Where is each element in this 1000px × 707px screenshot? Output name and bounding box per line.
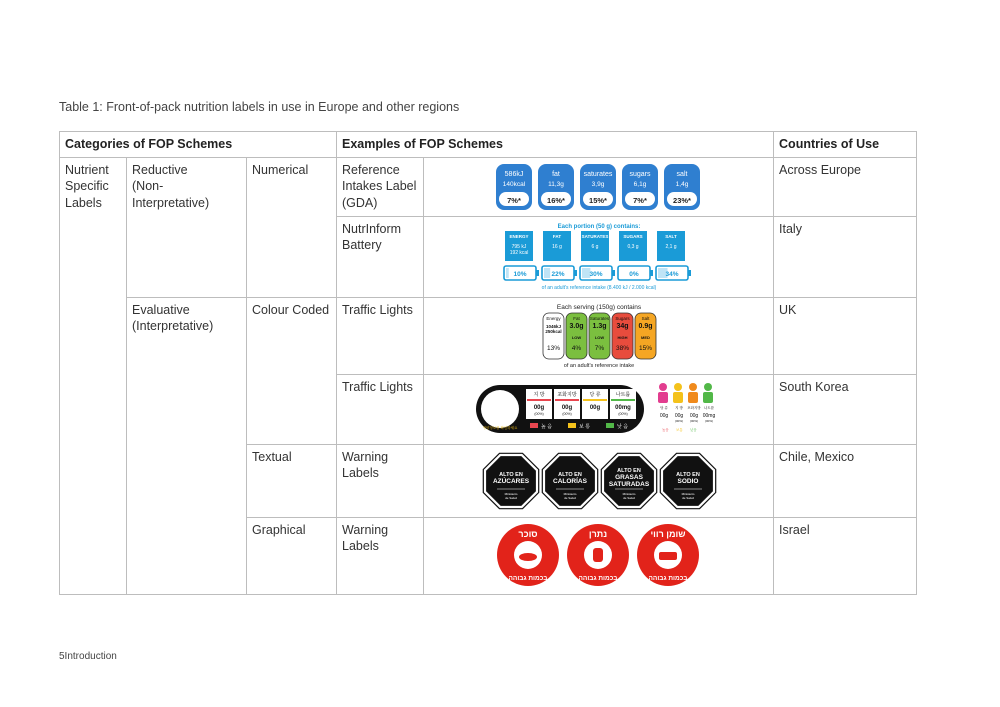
nutrinform-value: 192 kcal [509, 249, 528, 256]
nutrinform-pct: 34% [665, 270, 679, 278]
nutrinform-battery-graphic [499, 221, 699, 293]
uk-pct: 15% [638, 344, 652, 352]
israel-warning-subtitle: בכמות גבוהה [508, 574, 547, 582]
gda-nutrient-value: 11,3g [547, 180, 564, 188]
uk-pct: 38% [615, 344, 629, 352]
gda-nutrient-name: salt [676, 170, 687, 178]
israel-warning-title: נתרן [588, 528, 607, 539]
butter-icon [659, 552, 677, 560]
korea-legend-label: 높 음 [540, 423, 552, 430]
fop-table [59, 131, 917, 595]
uk-nutrient-name: Salt [641, 315, 649, 321]
scheme-name: Traffic Lights [337, 297, 424, 374]
uk-nutrient-name: Sugars [614, 315, 630, 321]
scheme-name: Traffic Lights [337, 374, 424, 444]
warning-text: SODIO [677, 477, 698, 485]
category-colour-coded: Colour Coded [247, 297, 337, 444]
uk-pct: 7% [594, 344, 604, 352]
gda-nutrient-value: 3,9g [591, 180, 604, 188]
uk-level: LOW [594, 334, 604, 340]
page-footer: 5Introduction [59, 651, 117, 662]
ministry-text: Ministerio [563, 491, 576, 496]
nutrinform-footer: of an adult's reference intake (8.400 kJ / 2.000 kcal) [541, 284, 656, 291]
gda-nutrient-value: 6,1g [633, 180, 646, 188]
korea-small-name: 지 방 [674, 405, 683, 410]
gda-nutrient-name: 586kJ [504, 170, 523, 178]
nutrinform-battery-fill [544, 268, 550, 278]
uk-value: 250kcal [544, 328, 562, 334]
gda-label-image [424, 157, 774, 216]
uk-level: HIGH [617, 334, 628, 340]
korea-traffic-light-image [424, 374, 774, 444]
ministry-text: Ministerio [622, 491, 635, 496]
scheme-name: Warning Labels [337, 444, 424, 517]
warning-text: SATURADAS [608, 480, 649, 488]
warning-text: AZÚCARES [492, 477, 529, 485]
uk-level: MED [640, 334, 650, 340]
korea-pct: (00%) [561, 411, 572, 416]
uk-nutrient-name: Energy [545, 315, 561, 321]
korea-color-bar [611, 399, 635, 401]
thumbs-up-icon [481, 390, 519, 428]
korea-legend-swatch [530, 423, 538, 428]
korea-value: 00mg [614, 404, 631, 411]
person-body [688, 392, 698, 403]
korea-traffic-light-graphic [474, 379, 724, 439]
korea-nutrient-name: 포화지방 [556, 391, 577, 398]
country-of-use: UK [774, 297, 917, 374]
nutrinform-value: 795 kJ [511, 243, 526, 250]
korea-small-value: 00g [689, 412, 698, 419]
person-body [673, 392, 683, 403]
header-row [60, 132, 917, 158]
nutrinform-battery-tip [574, 270, 577, 276]
korea-color-bar [527, 399, 551, 401]
korea-legend-swatch [568, 423, 576, 428]
korea-small-legend-label: 높음 [661, 427, 669, 432]
korea-small-name: 포화지방 [686, 405, 701, 410]
uk-value: 1.3g [592, 322, 607, 330]
nutrinform-label-image [424, 216, 774, 297]
korea-legend-label: 낮 음 [616, 423, 628, 430]
korea-small-pct: (00%) [704, 418, 713, 423]
gda-pct: 23%* [672, 195, 691, 205]
israel-warning-title: סוכר [517, 528, 538, 539]
korea-nutrient-name: 지 방 [532, 391, 545, 398]
uk-value: 3.0g [569, 322, 584, 330]
korea-small-pct: (00%) [689, 418, 698, 423]
nutrinform-battery-fill [506, 268, 509, 278]
country-of-use: Chile, Mexico [774, 444, 917, 517]
korea-small-value: 00g [674, 412, 683, 419]
gda-pct: 7%* [506, 195, 521, 205]
uk-nutrient-name: Fat [572, 315, 580, 321]
korea-value: 00g [533, 404, 544, 411]
country-of-use: Italy [774, 216, 917, 297]
chile-warning-image [424, 444, 774, 517]
uk-footer: of an adult's reference intake [563, 362, 634, 369]
korea-small-legend-label: 낮음 [689, 427, 697, 432]
header-categories: Categories of FOP Schemes [60, 132, 337, 158]
gda-pct: 16%* [546, 195, 565, 205]
spoon-icon [519, 553, 537, 561]
ministry-text: de Salud [563, 495, 576, 500]
header-countries: Countries of Use [774, 132, 917, 158]
ministry-text: de Salud [504, 495, 517, 500]
scheme-name: Warning Labels [337, 517, 424, 594]
ministry-text: de Salud [622, 495, 635, 500]
warning-text: ALTO EN [498, 471, 523, 478]
korea-nutrient-name: 당 류 [588, 391, 601, 398]
nutrinform-value: 2,1 g [664, 243, 677, 250]
scheme-name: NutrInform Battery [337, 216, 424, 297]
person-icon [674, 383, 682, 391]
uk-traffic-light-image [424, 297, 774, 374]
korea-small-legend-label: 보통 [675, 427, 683, 432]
nutrinform-value: 0,3 g [626, 243, 639, 250]
country-of-use: South Korea [774, 374, 917, 444]
korea-color-bar [555, 399, 579, 401]
gda-nutrient-name: saturates [583, 170, 612, 178]
warning-text: ALTO EN [616, 467, 641, 474]
israel-warning-image [424, 517, 774, 594]
category-reductive: Reductive (Non- Interpretative) [127, 157, 247, 297]
table-row [60, 157, 917, 216]
nutrinform-pct: 0% [628, 270, 639, 278]
country-of-use: Israel [774, 517, 917, 594]
nutrinform-title: Each portion (50 g) contains: [557, 223, 640, 230]
nutrinform-pct: 10% [513, 270, 527, 278]
ministry-text: Ministerio [504, 491, 517, 496]
korea-legend-swatch [606, 423, 614, 428]
gda-pct: 7%* [632, 195, 647, 205]
header-examples: Examples of FOP Schemes [337, 132, 774, 158]
korea-nutrient-name: 나트륨 [615, 391, 630, 398]
person-icon [689, 383, 697, 391]
gda-pct: 15%* [588, 195, 607, 205]
gda-nutrient-value: 140kcal [502, 180, 525, 188]
warning-text: ALTO EN [675, 471, 700, 478]
korea-legend-label: 보 통 [578, 423, 590, 430]
nutrinform-nutrient-name: SATURATES [581, 233, 608, 239]
korea-value: 00g [589, 404, 600, 411]
gda-nutrient-name: sugars [629, 170, 651, 178]
gda-nutrient-name: fat [551, 170, 560, 178]
israel-warning-title: שומן רווי [649, 528, 686, 539]
israel-warning-subtitle: בכמות גבוהה [648, 574, 687, 582]
uk-pct: 4% [571, 344, 581, 352]
category-evaluative: Evaluative (Interpretative) [127, 297, 247, 594]
korea-small-name: 당 류 [659, 405, 668, 410]
korea-small-value: 00mg [702, 412, 715, 419]
nutrinform-battery-tip [536, 270, 539, 276]
category-numerical: Numerical [247, 157, 337, 297]
nutrinform-battery-tip [688, 270, 691, 276]
gda-nutrient-value: 1,4g [675, 180, 688, 188]
warning-octagons-graphic [479, 449, 719, 513]
uk-value: 34g [615, 322, 629, 330]
scheme-name: Reference Intakes Label (GDA) [337, 157, 424, 216]
uk-level: LOW [571, 334, 581, 340]
uk-title: Each serving (150g) contains [556, 303, 641, 311]
uk-nutrient-name: Saturates [589, 315, 609, 321]
person-body [703, 392, 713, 403]
uk-pct: 13% [546, 344, 560, 352]
korea-pct: (00%) [533, 411, 544, 416]
person-body [658, 392, 668, 403]
korea-value: 00g [561, 404, 572, 411]
nutrinform-value: 16 g [551, 243, 562, 250]
israel-warning-graphic [494, 522, 704, 588]
korea-badge-text: 영양정보를 확인하세요 [482, 425, 517, 430]
nutrinform-nutrient-name: ENERGY [509, 233, 529, 239]
salt-shaker-icon [593, 548, 603, 562]
nutrinform-nutrient-name: SUGARS [622, 233, 643, 239]
ministry-text: de Salud [681, 495, 694, 500]
table-row [60, 297, 917, 374]
category-nutrient-specific: Nutrient Specific Labels [60, 157, 127, 594]
nutrinform-battery-tip [612, 270, 615, 276]
warning-text: CALORÍAS [552, 477, 587, 485]
category-textual: Textual [247, 444, 337, 517]
israel-warning-subtitle: בכמות גבוהה [578, 574, 617, 582]
korea-small-pct: (00%) [674, 418, 683, 423]
category-graphical: Graphical [247, 517, 337, 594]
nutrinform-nutrient-name: FAT [552, 233, 561, 239]
uk-value: 0.9g [638, 322, 653, 330]
table-caption: Table 1: Front-of-pack nutrition labels in use in Europe and other regions [59, 100, 460, 114]
korea-small-value: 00g [659, 412, 668, 419]
gda-label-graphic [494, 162, 704, 212]
nutrinform-battery-tip [650, 270, 653, 276]
nutrinform-pct: 22% [551, 270, 565, 278]
nutrinform-value: 6 g [591, 243, 598, 250]
ministry-text: Ministerio [681, 491, 694, 496]
nutrinform-nutrient-name: SALT [664, 233, 677, 239]
warning-text: ALTO EN [557, 471, 582, 478]
uk-traffic-light-graphic [537, 302, 661, 370]
nutrinform-pct: 30% [589, 270, 603, 278]
korea-color-bar [583, 399, 607, 401]
person-icon [704, 383, 712, 391]
uk-value: 1046kJ [545, 323, 561, 329]
country-of-use: Across Europe [774, 157, 917, 216]
warning-text: GRASAS [614, 473, 643, 481]
korea-small-name: 나트륨 [703, 405, 714, 410]
person-icon [659, 383, 667, 391]
korea-pct: (00%) [617, 411, 628, 416]
